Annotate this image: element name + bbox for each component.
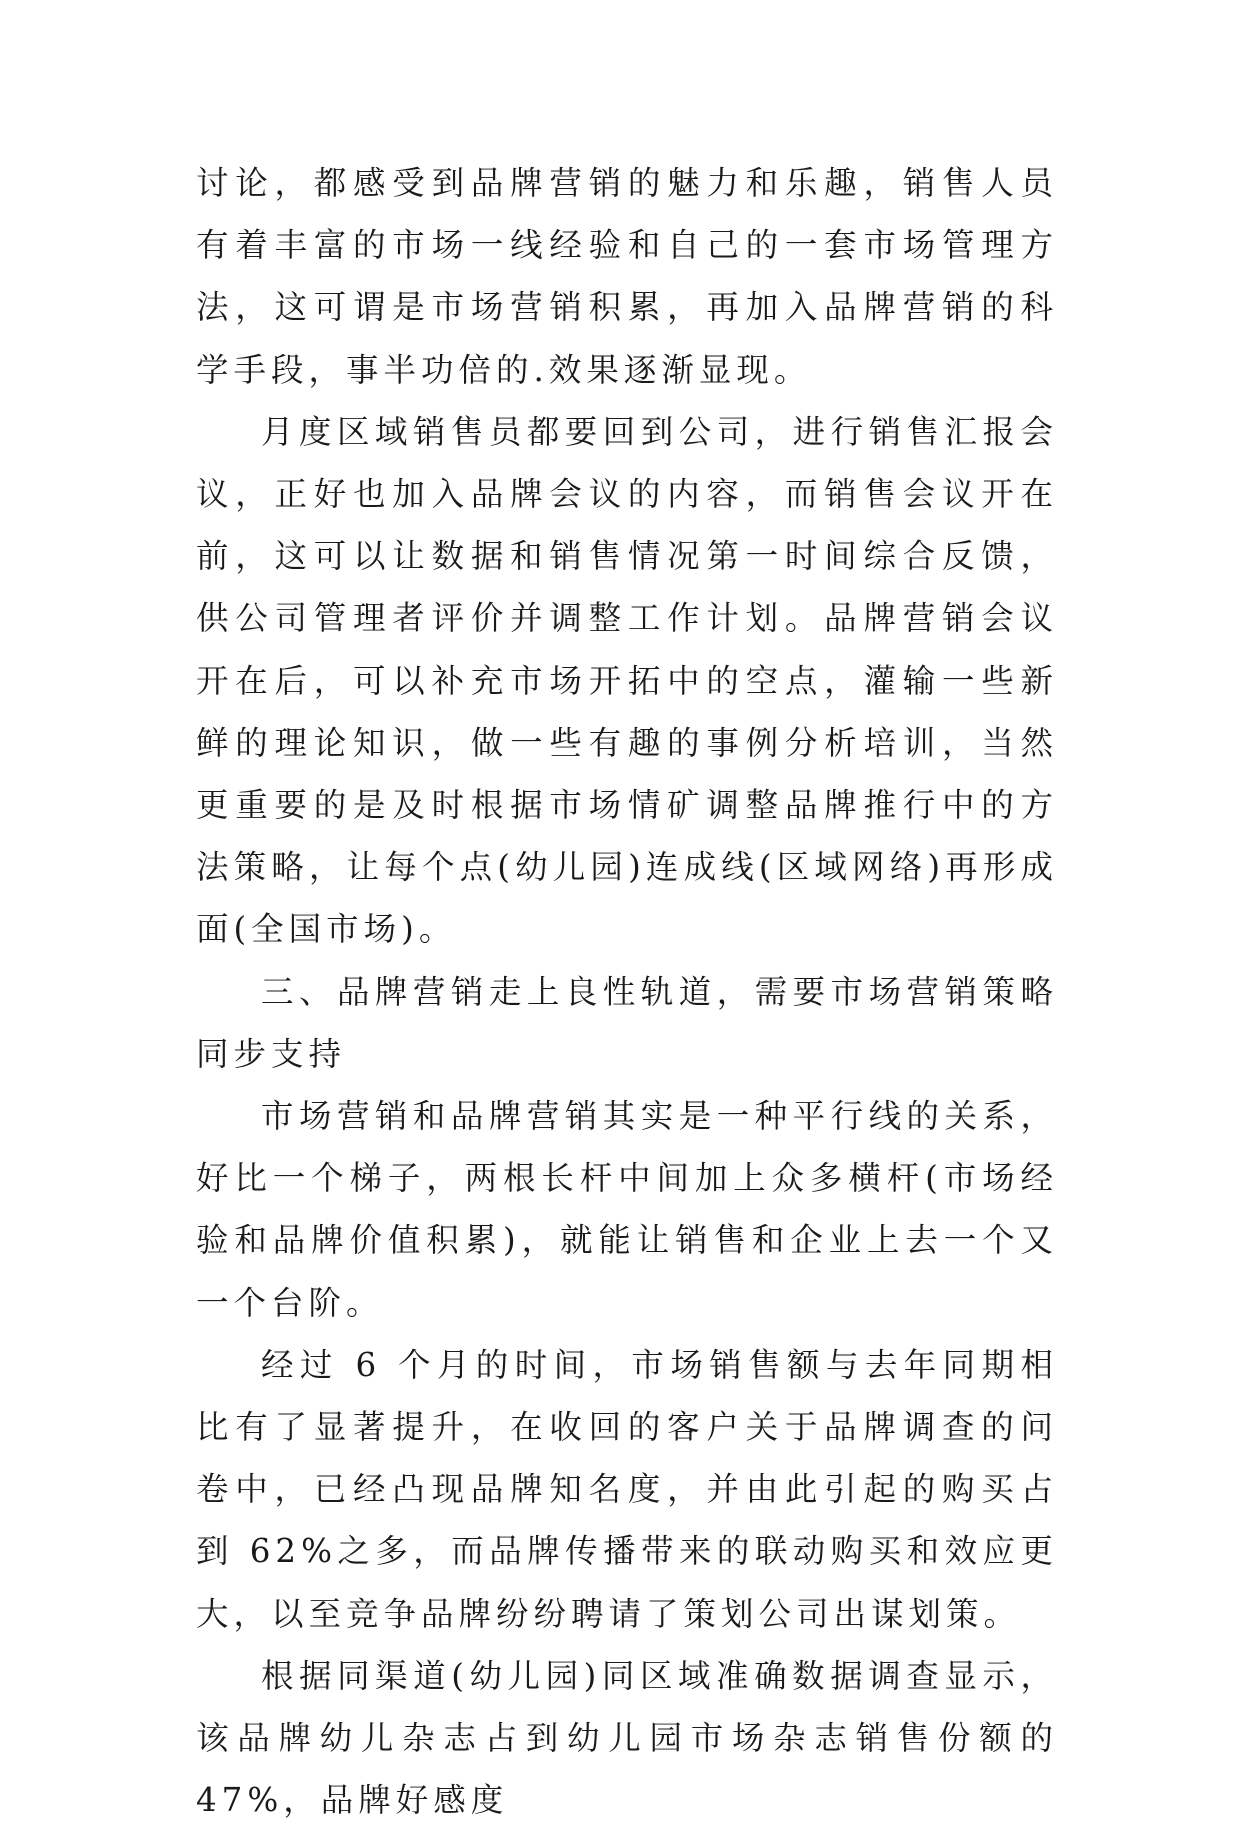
paragraph-six-months-results: 经过 6 个月的时间，市场销售额与去年同期相比有了显著提升，在收回的客户关于品牌调查的问卷中，已经凸现品牌知名度，并由此引起的购买占到 62%之多，而品牌传播带来的联动购买和效应更大，以至竞争品牌纷纷聘请了策划公司出谋划策。 — [196, 1345, 1058, 1633]
document-body — [196, 152, 1058, 1831]
paragraph-monthly-meeting: 月度区域销售员都要回到公司，进行销售汇报会议，正好也加入品牌会议的内容，而销售会议开在前，这可以让数据和销售情况第一时间综合反馈，供公司管理者评价并调整工作计划。品牌营销会议开在后，可以补充市场开拓中的空点，灌输一些新鲜的理论知识，做一些有趣的事例分析培训，当然更重要的是及时根据市场情矿调整品牌推行中的方法策略，让每个点(幼儿园)连成线(区域网络)再形成面(全国市场)。 — [196, 412, 1058, 949]
paragraph-market-share: 根据同渠道(幼儿园)同区域准确数据调查显示，该品牌幼儿杂志占到幼儿园市场杂志销售份额的 47%，品牌好感度 — [196, 1656, 1058, 1820]
paragraph-parallel-lines: 市场营销和品牌营销其实是一种平行线的关系，好比一个梯子，两根长杆中间加上众多横杆(市场经验和品牌价值积累)，就能让销售和企业上去一个又一个台阶。 — [196, 1097, 1058, 1322]
paragraph-continuation: 讨论，都感受到品牌营销的魅力和乐趣，销售人员有着丰富的市场一线经验和自己的一套市场管理方法，这可谓是市场营销积累，再加入品牌营销的科学手段，事半功倍的.效果逐渐显现。 — [196, 164, 1058, 389]
section-heading-three: 三、品牌营销走上良性轨道，需要市场营销策略同步支持 — [196, 972, 1058, 1073]
